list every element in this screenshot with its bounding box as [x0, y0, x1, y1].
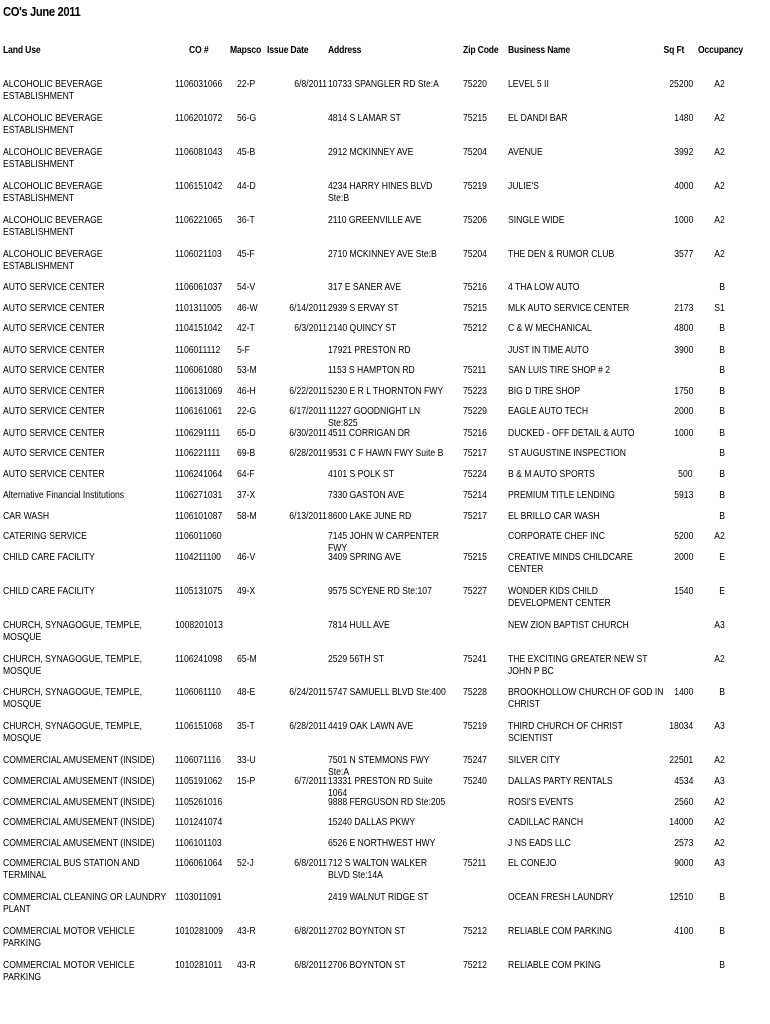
cell-occupancy: A3	[714, 857, 725, 869]
cell-mapsco: 43-R	[237, 959, 256, 971]
cell-zip-code: 75219	[463, 720, 487, 732]
cell-business-name: EL BRILLO CAR WASH	[508, 510, 600, 522]
cell-occupancy: A2	[714, 112, 725, 124]
cell-occupancy: A2	[714, 214, 725, 226]
header-business-name: Business Name	[508, 44, 570, 56]
cell-business-name: MLK AUTO SERVICE CENTER	[508, 302, 630, 314]
cell-address: 10733 SPANGLER RD Ste:A	[328, 78, 439, 90]
cell-business-name: RELIABLE COM PKING	[508, 959, 601, 971]
cell-occupancy: A2	[714, 530, 725, 542]
cell-co-number: 1106061110	[175, 686, 221, 698]
cell-issue-date: 6/8/2011	[294, 78, 327, 90]
cell-co-number: 1106151068	[175, 720, 223, 732]
cell-issue-date: 6/7/2011	[294, 775, 327, 787]
cell-sq-ft: 2000	[673, 551, 693, 563]
cell-occupancy: B	[719, 281, 725, 293]
cell-co-number: 1106151042	[175, 180, 223, 192]
cell-mapsco: 69-B	[237, 447, 256, 459]
cell-business-name: THIRD CHURCH OF CHRIST SCIENTIST	[508, 720, 623, 744]
cell-mapsco: 64-F	[237, 468, 255, 480]
cell-co-number: 1106201072	[175, 112, 223, 124]
cell-address: 1153 S HAMPTON RD	[328, 364, 415, 376]
cell-co-number: 1106071116	[175, 754, 221, 766]
header-address: Address	[328, 44, 362, 56]
cell-occupancy: A2	[714, 816, 725, 828]
cell-mapsco: 46-H	[237, 385, 256, 397]
cell-address: 2710 MCKINNEY AVE Ste:B	[328, 248, 437, 260]
cell-business-name: C & W MECHANICAL	[508, 322, 592, 334]
cell-business-name: J NS EADS LLC	[508, 837, 571, 849]
cell-business-name: SINGLE WIDE	[508, 214, 565, 226]
cell-land-use: COMMERCIAL AMUSEMENT (INSIDE)	[3, 775, 155, 787]
cell-land-use: CATERING SERVICE	[3, 530, 87, 542]
cell-land-use: ALCOHOLIC BEVERAGE ESTABLISHMENT	[3, 112, 103, 136]
cell-zip-code: 75214	[463, 489, 487, 501]
cell-mapsco: 45-B	[237, 146, 256, 158]
cell-sq-ft: 1480	[673, 112, 693, 124]
cell-business-name: CORPORATE CHEF INC	[508, 530, 605, 542]
cell-sq-ft: 4800	[673, 322, 693, 334]
cell-co-number: 1101241074	[175, 816, 223, 828]
cell-zip-code: 75211	[463, 364, 487, 376]
cell-issue-date: 6/24/2011	[289, 686, 327, 698]
cell-sq-ft: 4100	[673, 925, 693, 937]
cell-business-name: AVENUE	[508, 146, 543, 158]
cell-land-use: AUTO SERVICE CENTER	[3, 344, 105, 356]
cell-sq-ft: 1000	[673, 214, 693, 226]
cell-business-name: EL DANDI BAR	[508, 112, 568, 124]
cell-sq-ft: 18034	[669, 720, 693, 732]
cell-land-use: AUTO SERVICE CENTER	[3, 405, 105, 417]
cell-co-number: 1106221111	[175, 447, 221, 459]
cell-address: 9888 FERGUSON RD Ste:205	[328, 796, 446, 808]
cell-co-number: 1104211100	[175, 551, 221, 563]
cell-business-name: DALLAS PARTY RENTALS	[508, 775, 613, 787]
cell-mapsco: 33-U	[237, 754, 256, 766]
cell-co-number: 1106291111	[175, 427, 221, 439]
cell-sq-ft: 2000	[673, 405, 693, 417]
cell-zip-code: 75219	[463, 180, 487, 192]
cell-address: 5230 E R L THORNTON FWY	[328, 385, 444, 397]
cell-occupancy: A2	[714, 653, 725, 665]
cell-zip-code: 75247	[463, 754, 487, 766]
cell-address: 4511 CORRIGAN DR	[328, 427, 411, 439]
cell-mapsco: 52-J	[237, 857, 254, 869]
cell-address: 7814 HULL AVE	[328, 619, 390, 631]
cell-occupancy: B	[719, 322, 725, 334]
cell-occupancy: B	[719, 427, 725, 439]
cell-mapsco: 65-M	[237, 653, 257, 665]
cell-co-number: 1106081043	[175, 146, 223, 158]
cell-zip-code: 75204	[463, 248, 487, 260]
cell-business-name: NEW ZION BAPTIST CHURCH	[508, 619, 629, 631]
cell-co-number: 1010281011	[175, 959, 223, 971]
cell-zip-code: 75228	[463, 686, 487, 698]
cell-occupancy: B	[719, 489, 725, 501]
cell-business-name: B & M AUTO SPORTS	[508, 468, 595, 480]
cell-occupancy: A3	[714, 775, 725, 787]
cell-sq-ft: 3900	[673, 344, 693, 356]
cell-sq-ft: 3577	[673, 248, 693, 260]
cell-land-use: CHURCH, SYNAGOGUE, TEMPLE, MOSQUE	[3, 619, 143, 643]
cell-mapsco: 42-T	[237, 322, 255, 334]
cell-co-number: 1106131069	[175, 385, 223, 397]
cell-occupancy: B	[719, 510, 725, 522]
cell-sq-ft: 3992	[673, 146, 693, 158]
cell-mapsco: 44-D	[237, 180, 256, 192]
cell-zip-code: 75204	[463, 146, 487, 158]
header-issue-date: Issue Date	[267, 44, 309, 56]
cell-zip-code: 75241	[463, 653, 487, 665]
cell-occupancy: A3	[714, 619, 725, 631]
header-co-number: CO #	[189, 44, 209, 56]
cell-mapsco: 58-M	[237, 510, 257, 522]
cell-co-number: 1106101087	[175, 510, 223, 522]
cell-co-number: 1106011060	[175, 530, 222, 542]
cell-land-use: COMMERCIAL AMUSEMENT (INSIDE)	[3, 837, 155, 849]
cell-co-number: 1105131075	[175, 585, 223, 597]
cell-occupancy: A2	[714, 146, 725, 158]
cell-zip-code: 75217	[463, 510, 487, 522]
cell-issue-date: 6/8/2011	[294, 925, 327, 937]
cell-land-use: ALCOHOLIC BEVERAGE ESTABLISHMENT	[3, 180, 103, 204]
cell-mapsco: 48-E	[237, 686, 256, 698]
cell-business-name: EAGLE AUTO TECH	[508, 405, 589, 417]
cell-address: 11227 GOODNIGHT LN Ste:825	[328, 405, 421, 429]
cell-business-name: OCEAN FRESH LAUNDRY	[508, 891, 614, 903]
cell-address: 13331 PRESTON RD Suite 1064	[328, 775, 433, 799]
cell-business-name: EL CONEJO	[508, 857, 557, 869]
cell-occupancy: S1	[714, 302, 725, 314]
cell-occupancy: B	[719, 925, 725, 937]
cell-business-name: ROSI'S EVENTS	[508, 796, 574, 808]
cell-address: 7330 GASTON AVE	[328, 489, 405, 501]
cell-land-use: CHILD CARE FACILITY	[3, 585, 95, 597]
cell-sq-ft: 500	[678, 468, 693, 480]
cell-address: 7501 N STEMMONS FWY Ste:A	[328, 754, 430, 778]
cell-co-number: 1103011091	[175, 891, 222, 903]
cell-mapsco: 15-P	[237, 775, 256, 787]
cell-address: 4419 OAK LAWN AVE	[328, 720, 414, 732]
cell-mapsco: 54-V	[237, 281, 256, 293]
cell-zip-code: 75220	[463, 78, 487, 90]
cell-business-name: 4 THA LOW AUTO	[508, 281, 580, 293]
cell-mapsco: 45-F	[237, 248, 255, 260]
cell-sq-ft: 2560	[673, 796, 693, 808]
cell-sq-ft: 1400	[673, 686, 693, 698]
cell-sq-ft: 1000	[673, 427, 693, 439]
cell-land-use: COMMERCIAL AMUSEMENT (INSIDE)	[3, 796, 155, 808]
cell-co-number: 1101311005	[175, 302, 222, 314]
cell-zip-code: 75211	[463, 857, 487, 869]
cell-occupancy: B	[719, 468, 725, 480]
cell-business-name: LEVEL 5 II	[508, 78, 549, 90]
cell-address: 2140 QUINCY ST	[328, 322, 397, 334]
cell-business-name: ST AUGUSTINE INSPECTION	[508, 447, 627, 459]
cell-co-number: 1106241064	[175, 468, 223, 480]
cell-land-use: CHURCH, SYNAGOGUE, TEMPLE, MOSQUE	[3, 653, 143, 677]
cell-mapsco: 43-R	[237, 925, 256, 937]
cell-business-name: THE EXCITING GREATER NEW ST JOHN P BC	[508, 653, 648, 677]
cell-occupancy: B	[719, 405, 725, 417]
cell-issue-date: 6/8/2011	[294, 857, 327, 869]
cell-issue-date: 6/28/2011	[289, 447, 327, 459]
cell-co-number: 1106061080	[175, 364, 223, 376]
cell-issue-date: 6/13/2011	[289, 510, 327, 522]
cell-sq-ft: 12510	[669, 891, 693, 903]
cell-land-use: AUTO SERVICE CENTER	[3, 468, 105, 480]
cell-occupancy: A3	[714, 720, 725, 732]
cell-mapsco: 49-X	[237, 585, 256, 597]
cell-land-use: COMMERCIAL MOTOR VEHICLE PARKING	[3, 925, 135, 949]
cell-address: 15240 DALLAS PKWY	[328, 816, 416, 828]
cell-sq-ft: 2573	[673, 837, 693, 849]
cell-land-use: COMMERCIAL AMUSEMENT (INSIDE)	[3, 816, 155, 828]
cell-address: 2110 GREENVILLE AVE	[328, 214, 422, 226]
cell-mapsco: 35-T	[237, 720, 255, 732]
cell-address: 9531 C F HAWN FWY Suite B	[328, 447, 444, 459]
cell-land-use: AUTO SERVICE CENTER	[3, 281, 105, 293]
cell-sq-ft: 25200	[669, 78, 693, 90]
cell-business-name: JULIE'S	[508, 180, 539, 192]
cell-issue-date: 6/28/2011	[289, 720, 327, 732]
cell-mapsco: 46-W	[237, 302, 258, 314]
cell-occupancy: A2	[714, 78, 725, 90]
cell-sq-ft: 14000	[669, 816, 693, 828]
cell-address: 6526 E NORTHWEST HWY	[328, 837, 436, 849]
cell-business-name: CREATIVE MINDS CHILDCARE CENTER	[508, 551, 633, 575]
cell-land-use: CHILD CARE FACILITY	[3, 551, 95, 563]
cell-zip-code: 75206	[463, 214, 487, 226]
cell-zip-code: 75215	[463, 112, 487, 124]
cell-issue-date: 6/14/2011	[289, 302, 327, 314]
cell-mapsco: 53-M	[237, 364, 257, 376]
cell-address: 3409 SPRING AVE	[328, 551, 402, 563]
cell-zip-code: 75215	[463, 302, 487, 314]
cell-zip-code: 75224	[463, 468, 487, 480]
cell-business-name: PREMIUM TITLE LENDING	[508, 489, 616, 501]
cell-issue-date: 6/8/2011	[294, 959, 327, 971]
cell-address: 2702 BOYNTON ST	[328, 925, 406, 937]
cell-land-use: COMMERCIAL CLEANING OR LAUNDRY PLANT	[3, 891, 166, 915]
cell-address: 5747 SAMUELL BLVD Ste:400	[328, 686, 446, 698]
cell-sq-ft: 1750	[673, 385, 693, 397]
cell-issue-date: 6/30/2011	[289, 427, 327, 439]
cell-occupancy: B	[719, 385, 725, 397]
cell-co-number: 1105191062	[175, 775, 223, 787]
cell-co-number: 1106161061	[175, 405, 223, 417]
cell-zip-code: 75227	[463, 585, 487, 597]
cell-occupancy: E	[719, 585, 725, 597]
cell-mapsco: 37-X	[237, 489, 256, 501]
cell-sq-ft: 9000	[673, 857, 693, 869]
cell-occupancy: B	[719, 364, 725, 376]
header-land-use: Land Use	[3, 44, 41, 56]
cell-co-number: 1106061037	[175, 281, 223, 293]
cell-business-name: WONDER KIDS CHILD DEVELOPMENT CENTER	[508, 585, 611, 609]
cell-issue-date: 6/3/2011	[294, 322, 327, 334]
cell-business-name: BIG D TIRE SHOP	[508, 385, 581, 397]
cell-zip-code: 75212	[463, 925, 487, 937]
cell-address: 4101 S POLK ST	[328, 468, 395, 480]
cell-land-use: CHURCH, SYNAGOGUE, TEMPLE, MOSQUE	[3, 686, 143, 710]
cell-zip-code: 75229	[463, 405, 487, 417]
cell-co-number: 1106021103	[175, 248, 222, 260]
cell-issue-date: 6/17/2011	[289, 405, 327, 417]
header-sq-ft: Sq Ft	[663, 44, 684, 56]
cell-sq-ft: 1540	[673, 585, 693, 597]
cell-business-name: CADILLAC RANCH	[508, 816, 584, 828]
cell-zip-code: 75216	[463, 427, 487, 439]
cell-zip-code: 75217	[463, 447, 487, 459]
cell-co-number: 1106011112	[175, 344, 221, 356]
cell-business-name: SILVER CITY	[508, 754, 560, 766]
cell-co-number: 1010281009	[175, 925, 223, 937]
cell-business-name: THE DEN & RUMOR CLUB	[508, 248, 615, 260]
cell-zip-code: 75223	[463, 385, 487, 397]
cell-zip-code: 75215	[463, 551, 487, 563]
table-row	[0, 959, 770, 999]
header-occupancy: Occupancy	[698, 44, 743, 56]
header-zip-code: Zip Code	[463, 44, 499, 56]
cell-address: 8600 LAKE JUNE RD	[328, 510, 412, 522]
cell-sq-ft: 5200	[673, 530, 693, 542]
page-title: CO's June 2011	[3, 4, 81, 19]
cell-land-use: COMMERCIAL MOTOR VEHICLE PARKING	[3, 959, 135, 983]
cell-occupancy: B	[719, 447, 725, 459]
cell-land-use: AUTO SERVICE CENTER	[3, 447, 105, 459]
cell-zip-code: 75212	[463, 959, 487, 971]
cell-occupancy: B	[719, 891, 725, 903]
cell-occupancy: A2	[714, 180, 725, 192]
cell-zip-code: 75212	[463, 322, 487, 334]
cell-address: 2706 BOYNTON ST	[328, 959, 406, 971]
cell-co-number: 1106101103	[175, 837, 222, 849]
cell-occupancy: A2	[714, 248, 725, 260]
cell-land-use: AUTO SERVICE CENTER	[3, 322, 105, 334]
cell-address: 317 E SANER AVE	[328, 281, 402, 293]
cell-address: 4814 S LAMAR ST	[328, 112, 401, 124]
cell-mapsco: 5-F	[237, 344, 250, 356]
cell-business-name: DUCKED - OFF DETAIL & AUTO	[508, 427, 635, 439]
cell-co-number: 1106061064	[175, 857, 223, 869]
cell-occupancy: A2	[714, 837, 725, 849]
cell-land-use: CAR WASH	[3, 510, 50, 522]
cell-co-number: 1106271031	[175, 489, 223, 501]
cell-occupancy: E	[719, 551, 725, 563]
cell-co-number: 1106031066	[175, 78, 223, 90]
cell-mapsco: 65-D	[237, 427, 256, 439]
cell-land-use: ALCOHOLIC BEVERAGE ESTABLISHMENT	[3, 78, 103, 102]
cell-land-use: AUTO SERVICE CENTER	[3, 427, 105, 439]
cell-zip-code: 75216	[463, 281, 487, 293]
cell-business-name: JUST IN TIME AUTO	[508, 344, 589, 356]
cell-land-use: ALCOHOLIC BEVERAGE ESTABLISHMENT	[3, 214, 103, 238]
cell-co-number: 1106221065	[175, 214, 223, 226]
cell-sq-ft: 5913	[673, 489, 693, 501]
cell-business-name: SAN LUIS TIRE SHOP # 2	[508, 364, 611, 376]
cell-land-use: CHURCH, SYNAGOGUE, TEMPLE, MOSQUE	[3, 720, 143, 744]
cell-occupancy: A2	[714, 796, 725, 808]
cell-land-use: AUTO SERVICE CENTER	[3, 385, 105, 397]
cell-address: 712 S WALTON WALKER BLVD Ste:14A	[328, 857, 428, 881]
cell-occupancy: B	[719, 344, 725, 356]
cell-land-use: Alternative Financial Institutions	[3, 489, 125, 501]
cell-address: 2939 S ERVAY ST	[328, 302, 399, 314]
cell-sq-ft: 2173	[673, 302, 693, 314]
cell-occupancy: A2	[714, 754, 725, 766]
cell-occupancy: B	[719, 959, 725, 971]
cell-co-number: 1008201013	[175, 619, 223, 631]
cell-mapsco: 46-V	[237, 551, 256, 563]
cell-land-use: COMMERCIAL BUS STATION AND TERMINAL	[3, 857, 140, 881]
cell-co-number: 1106241098	[175, 653, 223, 665]
cell-zip-code: 75240	[463, 775, 487, 787]
cell-address: 4234 HARRY HINES BLVD Ste:B	[328, 180, 433, 204]
cell-mapsco: 22-G	[237, 405, 257, 417]
cell-land-use: ALCOHOLIC BEVERAGE ESTABLISHMENT	[3, 146, 103, 170]
header-mapsco: Mapsco	[230, 44, 262, 56]
cell-address: 9575 SCYENE RD Ste:107	[328, 585, 432, 597]
cell-mapsco: 22-P	[237, 78, 256, 90]
cell-co-number: 1105261016	[175, 796, 223, 808]
cell-business-name: RELIABLE COM PARKING	[508, 925, 613, 937]
cell-address: 2912 MCKINNEY AVE	[328, 146, 414, 158]
cell-address: 7145 JOHN W CARPENTER FWY	[328, 530, 440, 554]
cell-mapsco: 36-T	[237, 214, 255, 226]
cell-business-name: BROOKHOLLOW CHURCH OF GOD IN CHRIST	[508, 686, 664, 710]
cell-land-use: AUTO SERVICE CENTER	[3, 364, 105, 376]
cell-issue-date: 6/22/2011	[289, 385, 327, 397]
cell-address: 2419 WALNUT RIDGE ST	[328, 891, 429, 903]
cell-land-use: ALCOHOLIC BEVERAGE ESTABLISHMENT	[3, 248, 103, 272]
cell-co-number: 1104151042	[175, 322, 223, 334]
cell-sq-ft: 4534	[673, 775, 693, 787]
cell-mapsco: 56-G	[237, 112, 257, 124]
cell-occupancy: B	[719, 686, 725, 698]
cell-address: 17921 PRESTON RD	[328, 344, 411, 356]
cell-address: 2529 56TH ST	[328, 653, 385, 665]
cell-sq-ft: 22501	[669, 754, 693, 766]
cell-sq-ft: 4000	[673, 180, 693, 192]
cell-land-use: AUTO SERVICE CENTER	[3, 302, 105, 314]
cell-land-use: COMMERCIAL AMUSEMENT (INSIDE)	[3, 754, 155, 766]
